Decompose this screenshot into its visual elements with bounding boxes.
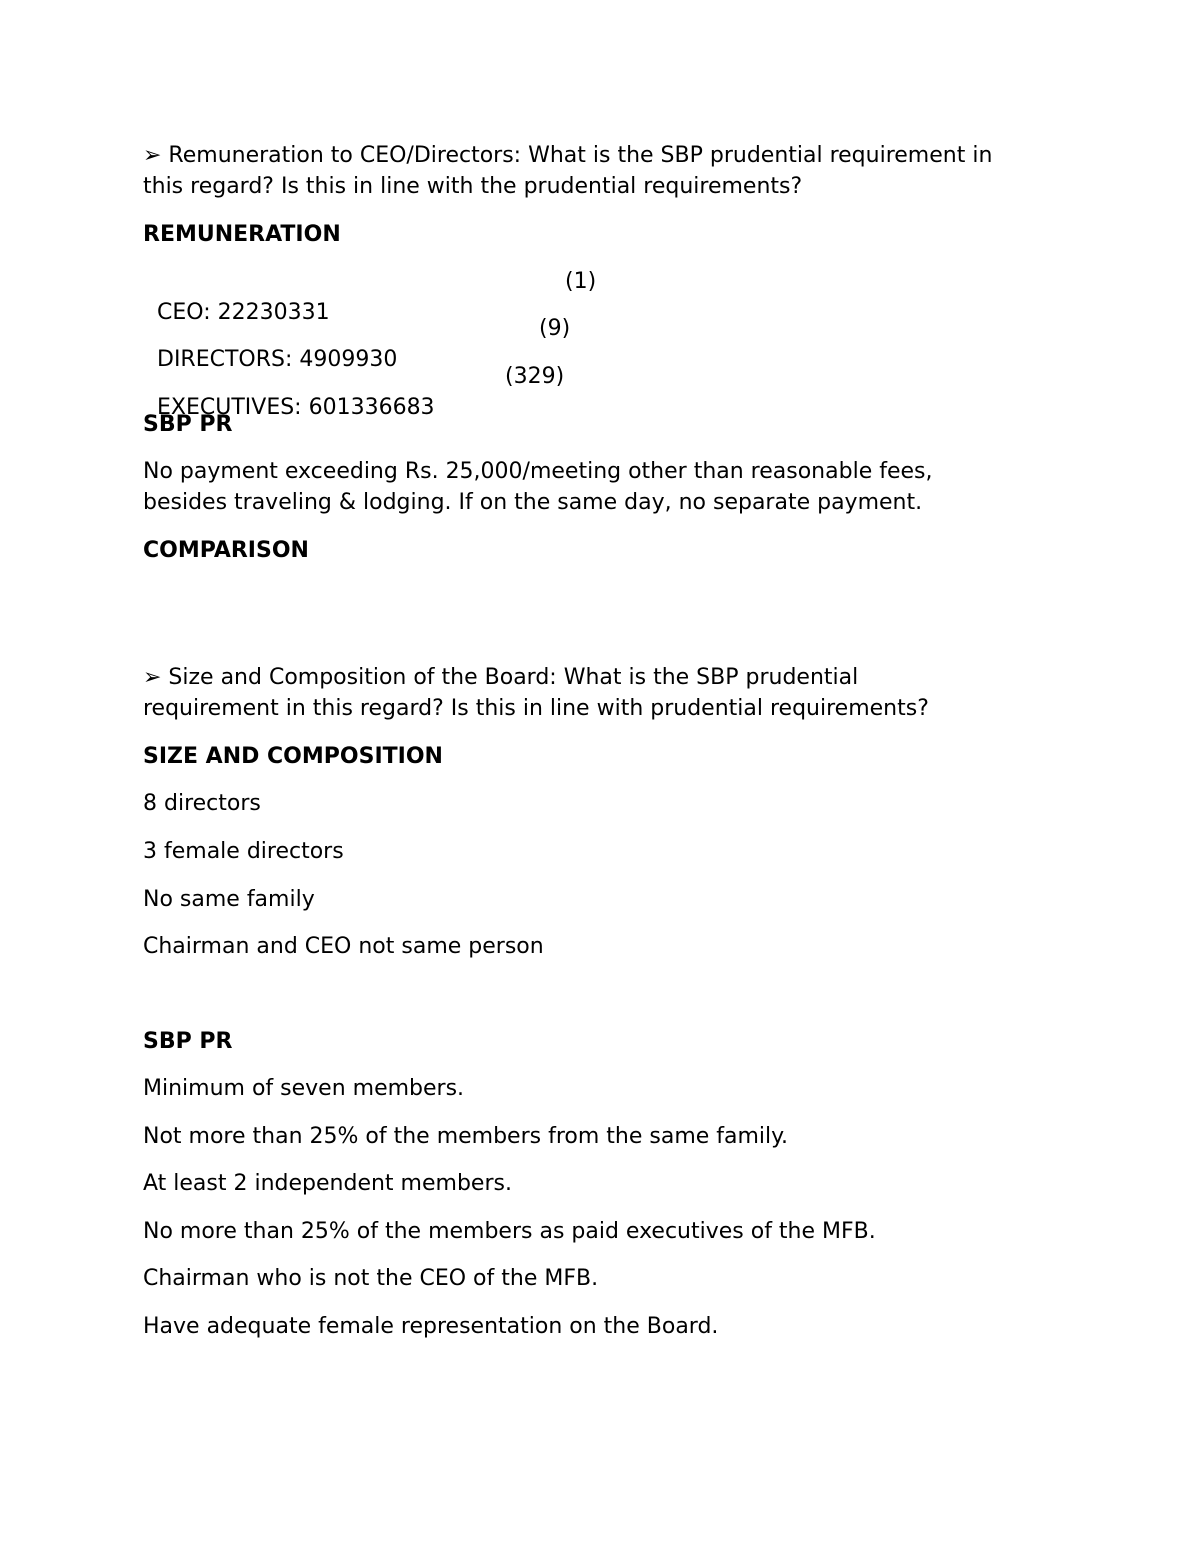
sbp-requirement-item: Minimum of seven members. xyxy=(143,1076,465,1101)
row-count: (1) xyxy=(565,269,597,294)
remuneration-row-ceo xyxy=(143,266,743,325)
composition-item: 3 female directors xyxy=(143,839,344,864)
size-question-line-1: ➢ Size and Composition of the Board: What is the SBP prudential xyxy=(143,665,859,690)
remuneration-heading: REMUNERATION xyxy=(143,222,341,247)
sbp-pr-text-line-1: No payment exceeding Rs. 25,000/meeting other than reasonable fees, xyxy=(143,459,933,484)
size-composition-heading: SIZE AND COMPOSITION xyxy=(143,744,443,769)
remuneration-row-directors xyxy=(143,313,743,372)
comparison-heading: COMPARISON xyxy=(143,538,309,563)
composition-item: 8 directors xyxy=(143,791,261,816)
sbp-requirement-item: Chairman who is not the CEO of the MFB. xyxy=(143,1266,599,1291)
sbp-requirement-item: At least 2 independent members. xyxy=(143,1171,512,1196)
composition-item: Chairman and CEO not same person xyxy=(143,934,544,959)
remuneration-question-line-2: this regard? Is this in line with the prudential requirements? xyxy=(143,174,803,199)
remuneration-question-line-1: ➢ Remuneration to CEO/Directors: What is the SBP prudential requirement in xyxy=(143,143,993,168)
row-label: EXECUTIVES: 601336683 xyxy=(157,395,435,420)
row-count: (329) xyxy=(505,364,565,389)
row-label: DIRECTORS: 4909930 xyxy=(157,347,398,372)
remuneration-row-executives xyxy=(143,361,743,420)
row-label: CEO: 22230331 xyxy=(157,300,330,325)
sbp-pr-heading-1: SBP PR xyxy=(143,412,233,437)
sbp-requirement-item: No more than 25% of the members as paid executives of the MFB. xyxy=(143,1219,876,1244)
sbp-pr-text-line-2: besides traveling & lodging. If on the same day, no separate payment. xyxy=(143,490,923,515)
sbp-requirement-item: Have adequate female representation on the Board. xyxy=(143,1314,719,1339)
sbp-pr-heading-2: SBP PR xyxy=(143,1029,233,1054)
composition-item: No same family xyxy=(143,887,315,912)
sbp-requirement-item: Not more than 25% of the members from the same family. xyxy=(143,1124,789,1149)
size-question-line-2: requirement in this regard? Is this in line with prudential requirements? xyxy=(143,696,929,721)
row-count: (9) xyxy=(539,316,571,341)
